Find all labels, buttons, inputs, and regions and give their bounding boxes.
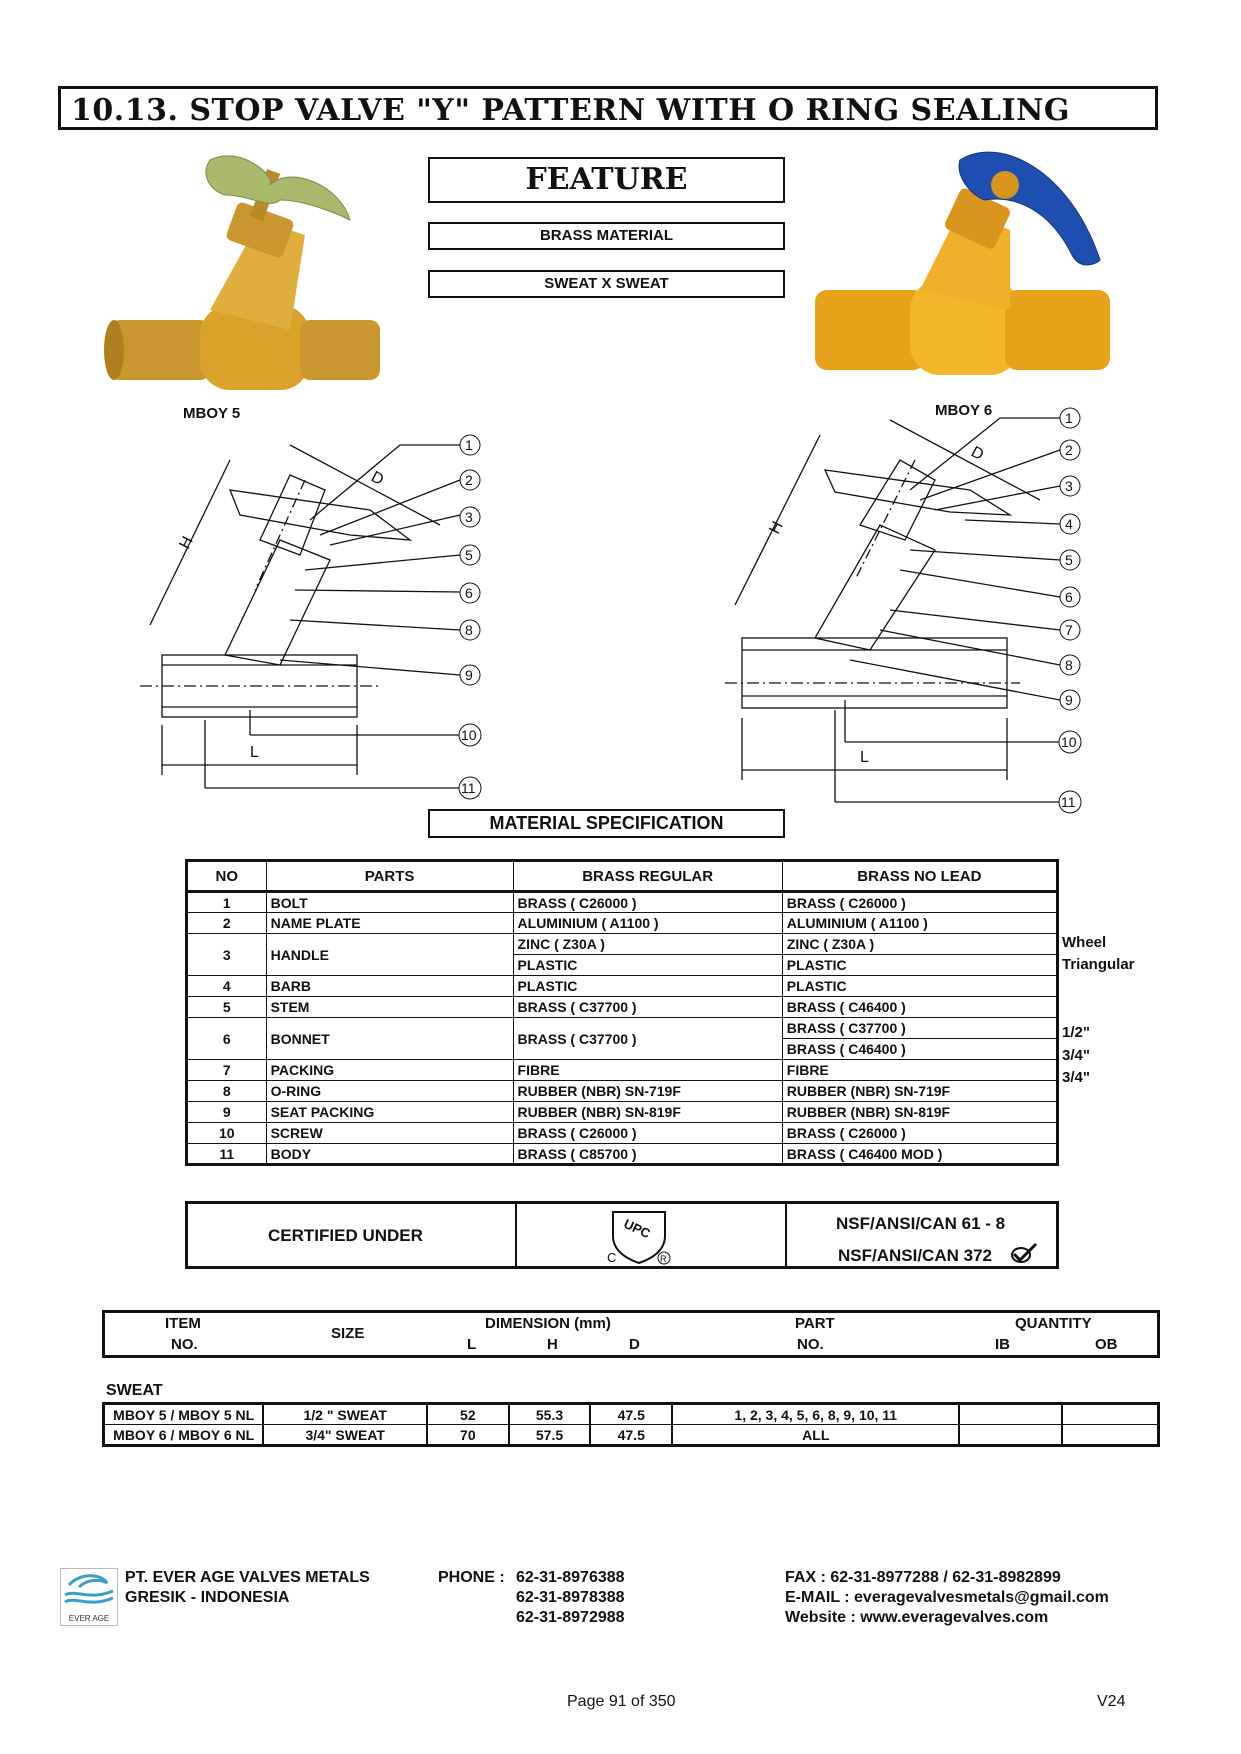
row-regular: PLASTIC	[513, 976, 782, 997]
valve-photo-mboy6	[810, 140, 1120, 390]
page-number: Page 91 of 350	[567, 1693, 676, 1710]
row-no: 6	[187, 1018, 267, 1060]
table-row	[187, 1102, 1058, 1123]
feature-item-sweat: SWEAT X SWEAT	[428, 270, 785, 298]
note-three-quarter-packing: 3/4"	[1062, 1069, 1090, 1086]
cell-item: MBOY 6 / MBOY 6 NL	[104, 1425, 264, 1446]
row-regular: ZINC ( Z30A )	[513, 934, 782, 955]
row-part: O-RING	[266, 1081, 513, 1102]
col-header-parts: PARTS	[266, 861, 513, 892]
callout-2: 2	[465, 472, 473, 488]
hdr-l: L	[467, 1336, 477, 1353]
callout-r11: 11	[1061, 794, 1076, 810]
callout-r9: 9	[1065, 692, 1073, 708]
row-regular: ALUMINIUM ( A1100 )	[513, 913, 782, 934]
callout-11: 11	[461, 780, 476, 796]
row-part: BOLT	[266, 892, 513, 913]
phone-3: 62-31-8972988	[516, 1609, 625, 1626]
fax: FAX : 62-31-8977288 / 62-31-8982899	[785, 1569, 1061, 1586]
row-nolead: RUBBER (NBR) SN-819F	[782, 1102, 1057, 1123]
note-three-quarter: 3/4"	[1062, 1047, 1090, 1064]
cell-parts: ALL	[672, 1425, 959, 1446]
model-label-mboy6: MBOY 6	[935, 402, 993, 419]
row-no: 3	[187, 934, 267, 976]
table-row	[187, 1144, 1058, 1165]
company-location: GRESIK - INDONESIA	[125, 1589, 290, 1606]
callout-r3: 3	[1065, 478, 1073, 494]
row-no: 7	[187, 1060, 267, 1081]
hdr-d: D	[629, 1336, 640, 1353]
email: E-MAIL : everagevalvesmetals@gmail.com	[785, 1589, 1109, 1606]
table-row	[187, 976, 1058, 997]
callout-5: 5	[465, 547, 473, 563]
dim-label-d: D	[368, 468, 387, 489]
row-no: 5	[187, 997, 267, 1018]
upc-logo-text: UPC	[621, 1215, 653, 1242]
page-title-box	[58, 86, 1158, 130]
note-wheel: Wheel	[1062, 934, 1107, 951]
callout-r7: 7	[1065, 622, 1073, 638]
table-row	[187, 997, 1058, 1018]
company-name: PT. EVER AGE VALVES METALS	[125, 1569, 370, 1586]
phone-2: 62-31-8978388	[516, 1589, 625, 1606]
row-part: NAME PLATE	[266, 913, 513, 934]
row-regular: BRASS ( C26000 )	[513, 1123, 782, 1144]
row-nolead: BRASS ( C26000 )	[782, 892, 1057, 913]
row-regular: PLASTIC	[513, 955, 782, 976]
hdr-size: SIZE	[331, 1325, 365, 1342]
cell-h: 55.3	[509, 1404, 591, 1425]
col-header-regular: BRASS REGULAR	[513, 861, 782, 892]
hdr-ob: OB	[1095, 1336, 1118, 1353]
cell-h: 57.5	[509, 1425, 591, 1446]
dim-label-l: L	[250, 744, 259, 761]
table-row	[187, 1060, 1058, 1081]
feature-heading: FEATURE	[428, 157, 785, 203]
cert-label: CERTIFIED UNDER	[268, 1226, 423, 1245]
hdr-quantity: QUANTITY	[1015, 1315, 1092, 1332]
callout-9: 9	[465, 667, 473, 683]
page-title: 10.13. STOP VALVE "Y" PATTERN WITH O RING SEALING	[71, 93, 1071, 128]
cert-standard-61: NSF/ANSI/CAN 61 - 8	[836, 1214, 1006, 1233]
row-nolead: BRASS ( C46400 )	[782, 997, 1057, 1018]
cert-standard-372: NSF/ANSI/CAN 372	[838, 1246, 992, 1265]
row-no: 4	[187, 976, 267, 997]
callout-1: 1	[465, 437, 473, 453]
row-part: PACKING	[266, 1060, 513, 1081]
drawing-mboy6	[720, 400, 1100, 815]
valve-photo-mboy5	[100, 140, 390, 400]
logo-text: EVER AGE	[68, 1614, 110, 1623]
callout-r5: 5	[1065, 552, 1073, 568]
row-regular: BRASS ( C37700 )	[513, 997, 782, 1018]
row-part: BARB	[266, 976, 513, 997]
cell-d: 47.5	[590, 1425, 672, 1446]
row-part: HANDLE	[266, 934, 513, 976]
table-row	[104, 1425, 1159, 1446]
row-regular: RUBBER (NBR) SN-819F	[513, 1102, 782, 1123]
callout-r1: 1	[1065, 410, 1073, 426]
cell-item: MBOY 5 / MBOY 5 NL	[104, 1404, 264, 1425]
check-icon	[1010, 1242, 1038, 1264]
cell-l: 70	[427, 1425, 509, 1446]
row-part: BONNET	[266, 1018, 513, 1060]
callout-8: 8	[465, 622, 473, 638]
row-part: SEAT PACKING	[266, 1102, 513, 1123]
table-header-row	[187, 861, 1058, 892]
cell-ib	[959, 1425, 1061, 1446]
callout-6: 6	[465, 585, 473, 601]
row-nolead: BRASS ( C46400 )	[782, 1039, 1057, 1060]
table-row	[187, 913, 1058, 934]
dim-label-h: H	[176, 533, 197, 552]
row-nolead: BRASS ( C26000 )	[782, 1123, 1057, 1144]
callout-r6: 6	[1065, 589, 1073, 605]
row-nolead: FIBRE	[782, 1060, 1057, 1081]
cell-size: 1/2 " SWEAT	[263, 1404, 427, 1425]
material-spec-table	[185, 859, 1059, 1166]
row-no: 9	[187, 1102, 267, 1123]
row-no: 10	[187, 1123, 267, 1144]
col-header-no: NO	[187, 861, 267, 892]
dimension-table-header	[102, 1310, 1160, 1358]
table-row	[187, 1123, 1058, 1144]
hdr-dimension: DIMENSION (mm)	[485, 1315, 611, 1332]
row-nolead: BRASS ( C46400 MOD )	[782, 1144, 1057, 1165]
upc-logo-icon	[603, 1206, 678, 1266]
note-half-inch: 1/2"	[1062, 1024, 1090, 1041]
cert-logo-cell	[515, 1204, 787, 1266]
row-nolead: ALUMINIUM ( A1100 )	[782, 913, 1057, 934]
callout-10: 10	[461, 727, 477, 743]
row-nolead: PLASTIC	[782, 955, 1057, 976]
row-part: SCREW	[266, 1123, 513, 1144]
row-no: 11	[187, 1144, 267, 1165]
table-row	[104, 1404, 1159, 1425]
row-regular: RUBBER (NBR) SN-719F	[513, 1081, 782, 1102]
company-logo	[60, 1568, 118, 1626]
cell-l: 52	[427, 1404, 509, 1425]
callout-3: 3	[465, 509, 473, 525]
col-header-nolead: BRASS NO LEAD	[782, 861, 1057, 892]
hdr-item: ITEM	[165, 1315, 201, 1332]
hdr-h: H	[547, 1336, 558, 1353]
callout-r10: 10	[1061, 734, 1077, 750]
row-regular: BRASS ( C85700 )	[513, 1144, 782, 1165]
row-no: 2	[187, 913, 267, 934]
row-regular: BRASS ( C26000 )	[513, 892, 782, 913]
dim-label-d-right: D	[968, 443, 987, 464]
cell-ob	[1062, 1425, 1159, 1446]
website: Website : www.everagevalves.com	[785, 1609, 1049, 1626]
dim-label-h-right: H	[766, 518, 787, 537]
cell-d: 47.5	[590, 1404, 672, 1425]
note-triangular: Triangular	[1062, 956, 1135, 973]
cert-label-cell	[188, 1204, 517, 1266]
table-row	[187, 892, 1058, 913]
table-row	[187, 934, 1058, 955]
cell-ib	[959, 1404, 1061, 1425]
feature-item-brass: BRASS MATERIAL	[428, 222, 785, 250]
certification-box	[185, 1201, 1059, 1269]
row-nolead: BRASS ( C37700 )	[782, 1018, 1057, 1039]
upc-logo-r: R	[660, 1254, 667, 1264]
row-nolead: RUBBER (NBR) SN-719F	[782, 1081, 1057, 1102]
dimension-table	[102, 1402, 1160, 1447]
row-nolead: ZINC ( Z30A )	[782, 934, 1057, 955]
wave-logo-icon	[61, 1569, 117, 1609]
cell-ob	[1062, 1404, 1159, 1425]
row-regular: FIBRE	[513, 1060, 782, 1081]
version: V24	[1097, 1693, 1126, 1710]
model-label-mboy5: MBOY 5	[183, 405, 241, 422]
row-part: STEM	[266, 997, 513, 1018]
dim-label-l-right: L	[860, 749, 869, 766]
row-no: 1	[187, 892, 267, 913]
cell-size: 3/4" SWEAT	[263, 1425, 427, 1446]
upc-logo-c: C	[607, 1250, 617, 1265]
table-row	[187, 1081, 1058, 1102]
row-part: BODY	[266, 1144, 513, 1165]
group-label-sweat: SWEAT	[106, 1382, 163, 1399]
callout-r4: 4	[1065, 516, 1073, 532]
row-regular: BRASS ( C37700 )	[513, 1018, 782, 1060]
row-nolead: PLASTIC	[782, 976, 1057, 997]
hdr-item-no: NO.	[171, 1336, 198, 1353]
row-no: 8	[187, 1081, 267, 1102]
hdr-part: PART	[795, 1315, 835, 1332]
cell-parts: 1, 2, 3, 4, 5, 6, 8, 9, 10, 11	[672, 1404, 959, 1425]
hdr-ib: IB	[995, 1336, 1010, 1353]
callout-r8: 8	[1065, 657, 1073, 673]
table-row	[187, 1018, 1058, 1039]
phone-1: 62-31-8976388	[516, 1569, 625, 1586]
drawing-mboy5	[130, 420, 500, 800]
material-spec-heading: MATERIAL SPECIFICATION	[428, 809, 785, 838]
callout-r2: 2	[1065, 442, 1073, 458]
hdr-part-no: NO.	[797, 1336, 824, 1353]
phone-label: PHONE :	[438, 1569, 505, 1586]
